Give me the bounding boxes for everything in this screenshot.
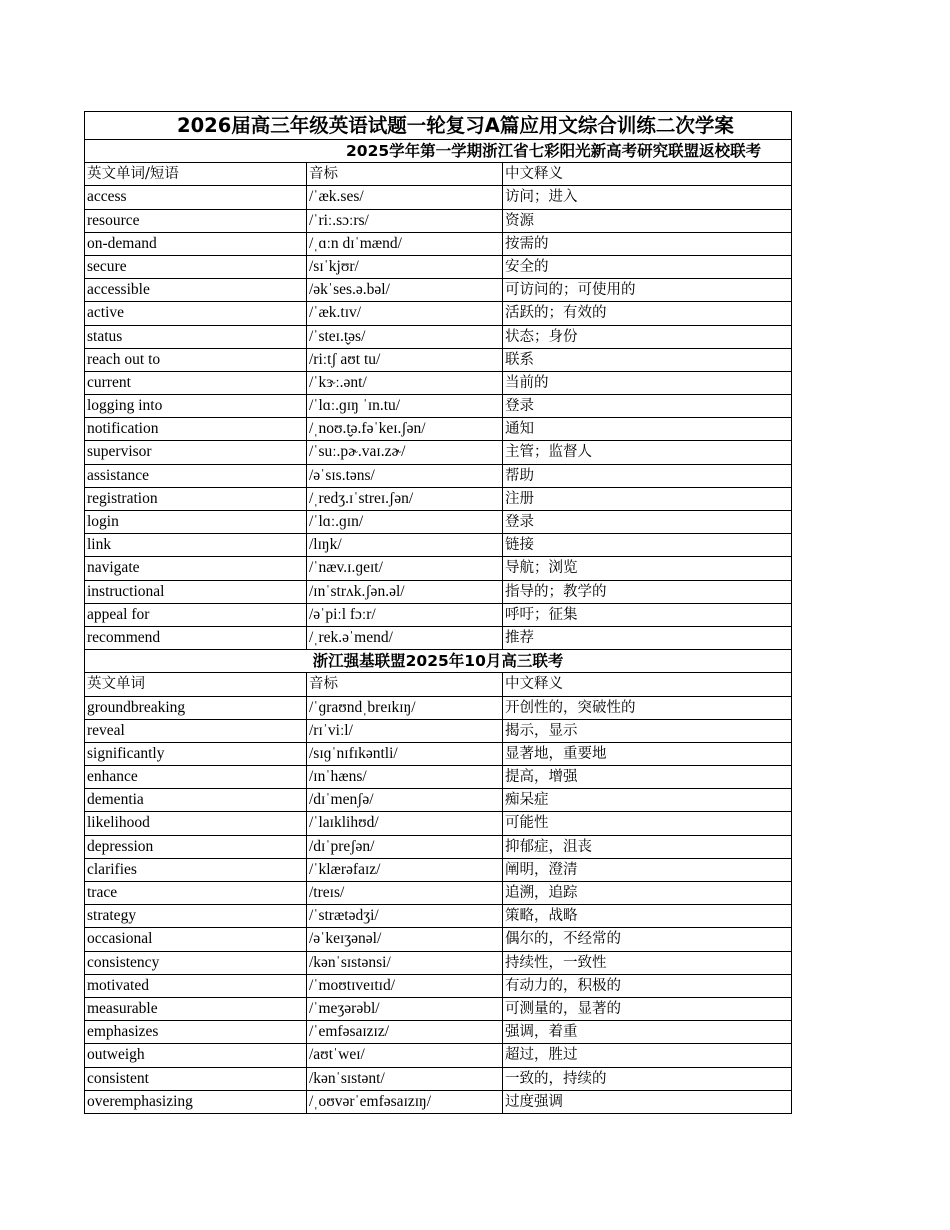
phonetic-cell: /rɪˈviːl/ bbox=[307, 720, 503, 742]
table-row bbox=[85, 697, 791, 720]
phonetic-cell: /dɪˈmenʃə/ bbox=[307, 789, 503, 811]
phonetic-cell: /kənˈsɪstənsi/ bbox=[307, 952, 503, 974]
meaning-cell: 策略，战略 bbox=[505, 908, 578, 925]
table-row bbox=[85, 627, 791, 650]
phonetic-cell: /ˈmoʊtɪveɪtɪd/ bbox=[307, 975, 503, 997]
word-cell: likelihood bbox=[85, 812, 307, 834]
phonetic-cell: /əˈpiːl fɔːr/ bbox=[307, 604, 503, 626]
meaning-cell: 显著地，重要地 bbox=[505, 745, 607, 762]
meaning-cell: 状态；身份 bbox=[505, 328, 578, 345]
word-cell: motivated bbox=[85, 975, 307, 997]
meaning-cell: 抑郁症，沮丧 bbox=[505, 838, 592, 855]
word-cell: access bbox=[85, 186, 307, 208]
phonetic-cell: /ˈemfəsaɪzɪz/ bbox=[307, 1021, 503, 1043]
table-row bbox=[85, 720, 791, 743]
phonetic-cell: /ˈlɑː.ɡɪn/ bbox=[307, 511, 503, 533]
column-header-phonetic: 音标 bbox=[307, 673, 503, 695]
table-row bbox=[85, 1044, 791, 1067]
table-row bbox=[85, 279, 791, 302]
word-cell: emphasizes bbox=[85, 1021, 307, 1043]
phonetic-cell: /sɪˈkjʊr/ bbox=[307, 256, 503, 278]
word-cell: depression bbox=[85, 836, 307, 858]
word-cell: notification bbox=[85, 418, 307, 440]
meaning-cell: 一致的，持续的 bbox=[505, 1070, 607, 1087]
meaning-cell: 提高，增强 bbox=[505, 769, 578, 786]
word-cell: login bbox=[85, 511, 307, 533]
table-row bbox=[85, 1068, 791, 1091]
table-row bbox=[85, 488, 791, 511]
word-cell: clarifies bbox=[85, 859, 307, 881]
word-cell: logging into bbox=[85, 395, 307, 417]
word-cell: accessible bbox=[85, 279, 307, 301]
phonetic-cell: /sɪɡˈnɪfɪkəntli/ bbox=[307, 743, 503, 765]
page-title: 2026届高三年级英语试题一轮复习A篇应用文综合训练二次学案 bbox=[177, 114, 734, 137]
meaning-cell: 帮助 bbox=[505, 467, 534, 484]
meaning-cell: 导航；浏览 bbox=[505, 560, 578, 577]
table-row bbox=[85, 836, 791, 859]
table-row bbox=[85, 928, 791, 951]
phonetic-cell: /aʊtˈweɪ/ bbox=[307, 1044, 503, 1066]
meaning-cell: 链接 bbox=[505, 537, 534, 554]
word-cell: reach out to bbox=[85, 349, 307, 371]
meaning-cell: 痴呆症 bbox=[505, 792, 549, 809]
table-row bbox=[85, 882, 791, 905]
section1-header-row bbox=[85, 163, 791, 186]
table-row bbox=[85, 326, 791, 349]
table-row bbox=[85, 812, 791, 835]
phonetic-cell: /əˈsɪs.təns/ bbox=[307, 465, 503, 487]
meaning-cell: 阐明，澄清 bbox=[505, 861, 578, 878]
phonetic-cell: /əkˈses.ə.bəl/ bbox=[307, 279, 503, 301]
meaning-cell: 登录 bbox=[505, 398, 534, 415]
phonetic-cell: /ˈriː.sɔːrs/ bbox=[307, 210, 503, 232]
phonetic-cell: /ˌɑːn dɪˈmænd/ bbox=[307, 233, 503, 255]
phonetic-cell: /ˈæk.ses/ bbox=[307, 186, 503, 208]
table-row bbox=[85, 395, 791, 418]
table-row bbox=[85, 789, 791, 812]
phonetic-cell: /ˈklærəfaɪz/ bbox=[307, 859, 503, 881]
word-cell: outweigh bbox=[85, 1044, 307, 1066]
meaning-cell: 强调，着重 bbox=[505, 1024, 578, 1041]
word-cell: dementia bbox=[85, 789, 307, 811]
phonetic-cell: /ˈstrætədʒi/ bbox=[307, 905, 503, 927]
main-title-row bbox=[85, 112, 791, 140]
table-row bbox=[85, 511, 791, 534]
section2-title-row bbox=[85, 650, 791, 673]
meaning-cell: 按需的 bbox=[505, 235, 549, 252]
word-cell: consistency bbox=[85, 952, 307, 974]
table-row bbox=[85, 441, 791, 464]
word-cell: reveal bbox=[85, 720, 307, 742]
table-row bbox=[85, 766, 791, 789]
word-cell: overemphasizing bbox=[85, 1091, 307, 1113]
phonetic-cell: /ˈsuː.pɚ.vaɪ.zɚ/ bbox=[307, 441, 503, 463]
word-cell: enhance bbox=[85, 766, 307, 788]
phonetic-cell: /dɪˈpreʃən/ bbox=[307, 836, 503, 858]
table-row bbox=[85, 581, 791, 604]
word-cell: occasional bbox=[85, 928, 307, 950]
phonetic-cell: /ˈɡraʊndˌbreɪkɪŋ/ bbox=[307, 697, 503, 719]
table-row bbox=[85, 1021, 791, 1044]
column-header-word: 英文单词 bbox=[85, 673, 307, 695]
meaning-cell: 追溯，追踪 bbox=[505, 885, 578, 901]
phonetic-cell: /ˌnoʊ.t̬ə.fəˈkeɪ.ʃən/ bbox=[307, 418, 503, 440]
word-cell: recommend bbox=[85, 627, 307, 649]
phonetic-cell: /ɪnˈstrʌk.ʃən.əl/ bbox=[307, 581, 503, 603]
meaning-cell: 安全的 bbox=[505, 258, 549, 275]
word-cell: significantly bbox=[85, 743, 307, 765]
table-row bbox=[85, 302, 791, 325]
phonetic-cell: /ˈkɝː.ənt/ bbox=[307, 372, 503, 394]
table-row bbox=[85, 557, 791, 580]
phonetic-cell: /ˈsteɪ.t̬əs/ bbox=[307, 326, 503, 348]
table-row bbox=[85, 952, 791, 975]
meaning-cell: 揭示，显示 bbox=[505, 722, 578, 739]
word-cell: active bbox=[85, 302, 307, 324]
table-row bbox=[85, 372, 791, 395]
word-cell: trace bbox=[85, 882, 307, 904]
meaning-cell: 可测量的，显著的 bbox=[505, 1000, 621, 1017]
meaning-cell: 指导的；教学的 bbox=[505, 583, 607, 600]
section2-rows bbox=[85, 697, 791, 1114]
column-header-word: 英文单词/短语 bbox=[85, 163, 307, 185]
section1-title: 2025学年第一学期浙江省七彩阳光新高考研究联盟返校联考 bbox=[346, 142, 762, 160]
meaning-cell: 注册 bbox=[505, 490, 534, 507]
phonetic-cell: /ˈlaɪklihʊd/ bbox=[307, 812, 503, 834]
table-row bbox=[85, 534, 791, 557]
meaning-cell: 有动力的，积极的 bbox=[505, 977, 621, 994]
table-row bbox=[85, 186, 791, 209]
word-cell: resource bbox=[85, 210, 307, 232]
word-cell: measurable bbox=[85, 998, 307, 1020]
table-row bbox=[85, 743, 791, 766]
meaning-cell: 通知 bbox=[505, 421, 534, 438]
word-cell: consistent bbox=[85, 1068, 307, 1090]
word-cell: registration bbox=[85, 488, 307, 510]
table-row bbox=[85, 465, 791, 488]
table-row bbox=[85, 1091, 791, 1114]
meaning-cell: 过度强调 bbox=[505, 1093, 563, 1110]
meaning-cell: 呼吁；征集 bbox=[505, 606, 578, 623]
word-cell: secure bbox=[85, 256, 307, 278]
word-cell: on-demand bbox=[85, 233, 307, 255]
table-row bbox=[85, 210, 791, 233]
phonetic-cell: /ˈnæv.ɪ.ɡeɪt/ bbox=[307, 557, 503, 579]
table-row bbox=[85, 905, 791, 928]
meaning-cell: 主管；监督人 bbox=[505, 444, 592, 461]
table-row bbox=[85, 975, 791, 998]
phonetic-cell: /treɪs/ bbox=[307, 882, 503, 904]
table-row bbox=[85, 233, 791, 256]
column-header-meaning: 中文释义 bbox=[505, 676, 563, 693]
meaning-cell: 推荐 bbox=[505, 629, 534, 646]
word-cell: link bbox=[85, 534, 307, 556]
table-row bbox=[85, 998, 791, 1021]
meaning-cell: 可访问的；可使用的 bbox=[505, 282, 636, 299]
phonetic-cell: /ˈæk.tɪv/ bbox=[307, 302, 503, 324]
meaning-cell: 超过，胜过 bbox=[505, 1047, 578, 1064]
phonetic-cell: /ˌoʊvərˈemfəsaɪzɪŋ/ bbox=[307, 1091, 503, 1113]
table-row bbox=[85, 418, 791, 441]
meaning-cell: 偶尔的，不经常的 bbox=[505, 931, 621, 948]
phonetic-cell: /ˈlɑː.ɡɪŋ ˈɪn.tu/ bbox=[307, 395, 503, 417]
word-cell: status bbox=[85, 326, 307, 348]
table-row bbox=[85, 859, 791, 882]
phonetic-cell: /əˈkeɪʒənəl/ bbox=[307, 928, 503, 950]
column-header-meaning: 中文释义 bbox=[505, 166, 563, 183]
section2-title: 浙江强基联盟2025年10月高三联考 bbox=[312, 652, 564, 671]
word-cell: assistance bbox=[85, 465, 307, 487]
phonetic-cell: /ɪnˈhæns/ bbox=[307, 766, 503, 788]
meaning-cell: 资源 bbox=[505, 212, 534, 229]
section2-header-row bbox=[85, 673, 791, 696]
meaning-cell: 当前的 bbox=[505, 374, 549, 391]
word-cell: instructional bbox=[85, 581, 307, 603]
section1-title-row bbox=[85, 140, 791, 163]
word-cell: supervisor bbox=[85, 441, 307, 463]
table-row bbox=[85, 256, 791, 279]
word-cell: navigate bbox=[85, 557, 307, 579]
meaning-cell: 联系 bbox=[505, 351, 534, 368]
section1-rows bbox=[85, 186, 791, 650]
phonetic-cell: /lɪŋk/ bbox=[307, 534, 503, 556]
word-cell: strategy bbox=[85, 905, 307, 927]
vocabulary-table bbox=[84, 111, 792, 1114]
meaning-cell: 开创性的，突破性的 bbox=[505, 699, 636, 716]
table-row bbox=[85, 349, 791, 372]
column-header-phonetic: 音标 bbox=[307, 163, 503, 185]
phonetic-cell: /ˈmeʒərəbl/ bbox=[307, 998, 503, 1020]
meaning-cell: 可能性 bbox=[505, 815, 549, 832]
phonetic-cell: /ˌredʒ.ɪˈstreɪ.ʃən/ bbox=[307, 488, 503, 510]
meaning-cell: 活跃的；有效的 bbox=[505, 305, 607, 322]
phonetic-cell: /kənˈsɪstənt/ bbox=[307, 1068, 503, 1090]
meaning-cell: 持续性，一致性 bbox=[505, 954, 607, 971]
phonetic-cell: /ˌrek.əˈmend/ bbox=[307, 627, 503, 649]
meaning-cell: 登录 bbox=[505, 514, 534, 530]
word-cell: appeal for bbox=[85, 604, 307, 626]
table-row bbox=[85, 604, 791, 627]
meaning-cell: 访问；进入 bbox=[505, 189, 578, 206]
word-cell: groundbreaking bbox=[85, 697, 307, 719]
phonetic-cell: /riːtʃ aʊt tu/ bbox=[307, 349, 503, 371]
word-cell: current bbox=[85, 372, 307, 394]
